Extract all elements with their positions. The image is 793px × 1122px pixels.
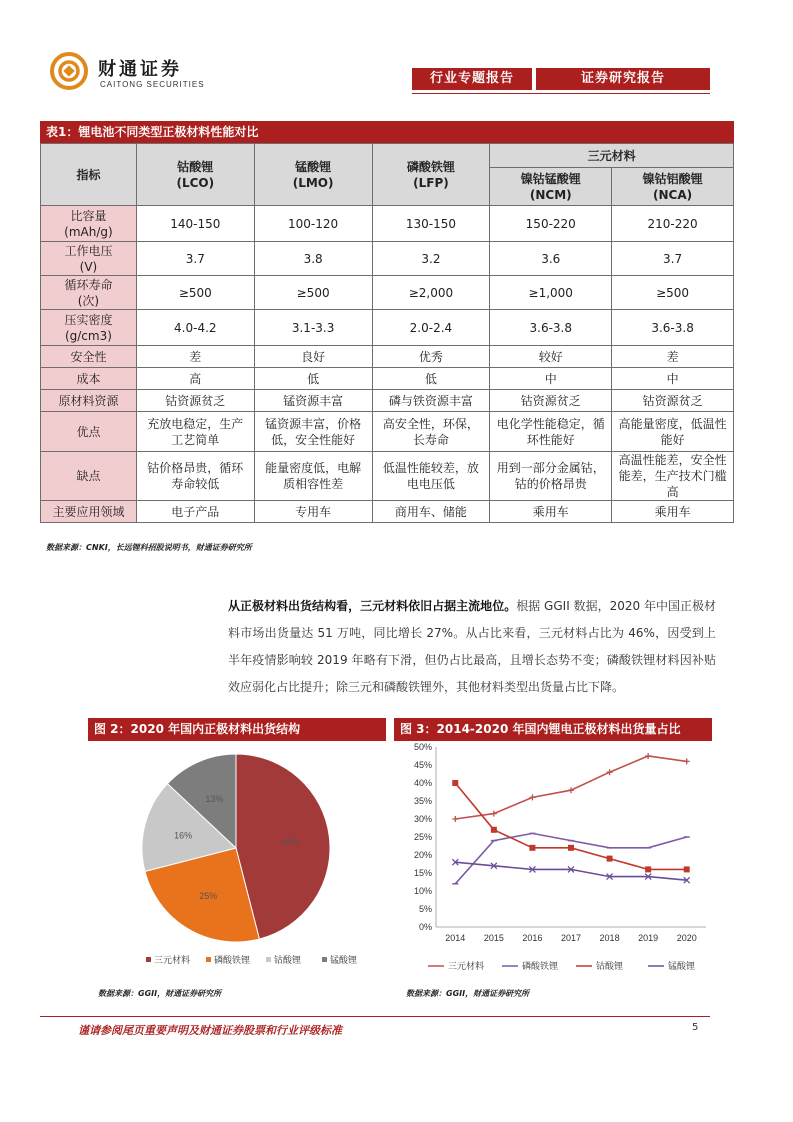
table-cell: 良好 (254, 346, 372, 368)
table-cell: 较好 (490, 346, 612, 368)
table-cell: 钴资源贫乏 (612, 390, 734, 412)
figure3-title: 图 3：2014-2020 年国内锂电正极材料出货量占比 (394, 718, 712, 741)
data-point (568, 845, 574, 851)
table-row (41, 242, 734, 276)
table-cell: 高温性能差，安全性能差，生产技术门槛高 (612, 452, 734, 501)
table-cell: 钴资源贫乏 (490, 390, 612, 412)
figure2-title: 图 2：2020 年国内正极材料出货结构 (88, 718, 386, 741)
table-cell: 150-220 (490, 206, 612, 242)
table-cell: 3.8 (254, 242, 372, 276)
y-tick-label: 25% (413, 832, 432, 842)
table-cell: 低温性能较差，放电电压低 (372, 452, 490, 501)
y-tick-label: 20% (413, 850, 432, 860)
figure2-source: 数据来源：GGII，财通证券研究所 (98, 989, 222, 998)
row-label: 原材料资源 (41, 390, 137, 412)
legend-swatch (266, 957, 271, 962)
x-tick-label: 2020 (676, 933, 697, 943)
table-row (41, 390, 734, 412)
table-cell: ≥500 (136, 276, 254, 310)
x-tick-label: 2017 (560, 933, 582, 943)
table-row (41, 412, 734, 452)
y-tick-label: 10% (413, 886, 432, 896)
page-header (0, 0, 793, 100)
series-line (455, 783, 686, 869)
brand-name-en: CAITONG SECURITIES (100, 80, 205, 89)
table-cell: 差 (612, 346, 734, 368)
legend-label: 三元材料 (448, 961, 485, 971)
y-tick-label: 5% (418, 904, 432, 914)
table-cell: ≥1,000 (490, 276, 612, 310)
x-tick-label: 2019 (638, 933, 659, 943)
caitong-logo-icon (50, 52, 88, 90)
table-cell: 140-150 (136, 206, 254, 242)
table-title: 表1：锂电池不同类型正极材料性能对比 (40, 121, 734, 143)
data-point (452, 816, 458, 822)
y-tick-label: 0% (418, 922, 432, 932)
table-row (41, 346, 734, 368)
table-cell: 3.6-3.8 (612, 310, 734, 346)
header-lco: 钴酸锂 (LCO) (136, 144, 254, 206)
table-row (41, 501, 734, 523)
data-point (645, 753, 651, 759)
table-cell: 差 (136, 346, 254, 368)
body-paragraph (228, 593, 716, 701)
paragraph-lead: 从正极材料出货结构看，三元材料依旧占据主流地位。 (228, 599, 517, 613)
table-cell: 锰资源丰富，价格低，安全性能好 (254, 412, 372, 452)
table-cell: 电化学性能稳定，循环性能好 (490, 412, 612, 452)
legend-label: 三元材料 (154, 955, 191, 965)
slice-label: 13% (205, 793, 224, 804)
series-line (455, 862, 686, 880)
table-cell: 用到一部分金属钴，钴的价格昂贵 (490, 452, 612, 501)
table-cell: 钴价格昂贵，循环寿命较低 (136, 452, 254, 501)
table-row (41, 310, 734, 346)
data-point (684, 866, 690, 872)
row-label: 比容量 (mAh/g) (41, 206, 137, 242)
table-row (41, 276, 734, 310)
table-cell: 2.0-2.4 (372, 310, 490, 346)
table-cell: 钴资源贫乏 (136, 390, 254, 412)
data-point (607, 856, 613, 862)
header-ncm: 镍钴锰酸锂 (NCM) (490, 168, 612, 206)
legend-label: 磷酸铁锂 (522, 961, 559, 971)
table-cell: 优秀 (372, 346, 490, 368)
table-cell: 3.6-3.8 (490, 310, 612, 346)
data-point (645, 866, 651, 872)
table-cell: 中 (490, 368, 612, 390)
cathode-performance-table (40, 143, 734, 523)
legend-label: 磷酸铁锂 (214, 955, 251, 965)
y-tick-label: 40% (413, 778, 432, 788)
table-cell: 3.2 (372, 242, 490, 276)
row-label: 缺点 (41, 452, 137, 501)
table-cell: 锰资源丰富 (254, 390, 372, 412)
pie-chart (88, 741, 386, 981)
slice-label: 16% (174, 830, 193, 841)
legend-swatch (322, 957, 327, 962)
y-tick-label: 50% (413, 742, 432, 752)
footer-divider (40, 1016, 710, 1017)
table-cell: 商用车、储能 (372, 501, 490, 523)
line-chart (394, 741, 714, 981)
table-cell: 3.6 (490, 242, 612, 276)
legend-label: 锰酸锂 (330, 955, 358, 965)
header-indicator: 指标 (41, 144, 137, 206)
header-lfp: 磷酸铁锂 (LFP) (372, 144, 490, 206)
header-lmo: 锰酸锂 (LMO) (254, 144, 372, 206)
table-cell: 专用车 (254, 501, 372, 523)
table-cell: 3.7 (136, 242, 254, 276)
data-point (529, 845, 535, 851)
y-tick-label: 45% (413, 760, 432, 770)
figure3-source: 数据来源：GGII，财通证券研究所 (406, 989, 530, 998)
x-tick-label: 2016 (522, 933, 543, 943)
table-cell: ≥500 (254, 276, 372, 310)
x-tick-label: 2015 (483, 933, 504, 943)
table-cell: 充放电稳定，生产工艺简单 (136, 412, 254, 452)
brand-name: 财通证券 (98, 59, 182, 80)
y-tick-label: 15% (413, 868, 432, 878)
legend-label: 钴酸锂 (596, 961, 624, 971)
row-label: 安全性 (41, 346, 137, 368)
table-cell: 低 (372, 368, 490, 390)
row-label: 成本 (41, 368, 137, 390)
legend-label: 钴酸锂 (274, 955, 302, 965)
table-cell: 3.7 (612, 242, 734, 276)
legend-swatch (146, 957, 151, 962)
table-cell: 4.0-4.2 (136, 310, 254, 346)
table-cell: ≥2,000 (372, 276, 490, 310)
slice-label: 25% (199, 890, 218, 901)
report-type-label: 行业专题报告 (412, 68, 532, 90)
table-cell: 中 (612, 368, 734, 390)
table-cell: ≥500 (612, 276, 734, 310)
row-label: 优点 (41, 412, 137, 452)
footer-disclaimer: 谨请参阅尾页重要声明及财通证券股票和行业评级标准 (78, 1024, 342, 1037)
report-category-label: 证券研究报告 (536, 68, 710, 90)
paragraph-body: 根据 GGII 数据，2020 年中国正极材料市场出货量达 51 万吨，同比增长 27%。从占比来看，三元材料占比为 46%，因受到上半年疫情影响较 2019 年略有下滑，但仍占比最高，且增长态势不变；磷酸铁锂材料因补贴效应弱化占比提升；除三元和磷酸铁锂外，其他材料类型出货量占比下降。 (228, 599, 716, 694)
table-cell: 130-150 (372, 206, 490, 242)
row-label: 工作电压 (V) (41, 242, 137, 276)
table-cell: 100-120 (254, 206, 372, 242)
slice-label: 46% (281, 837, 300, 848)
table-row (41, 452, 734, 501)
row-label: 主要应用领域 (41, 501, 137, 523)
data-point (529, 794, 535, 800)
table-row (41, 206, 734, 242)
legend-swatch (206, 957, 211, 962)
x-tick-label: 2014 (445, 933, 466, 943)
table-cell: 磷与铁资源丰富 (372, 390, 490, 412)
row-label: 压实密度 (g/cm3) (41, 310, 137, 346)
table-cell: 3.1-3.3 (254, 310, 372, 346)
table-cell: 低 (254, 368, 372, 390)
table-row (41, 368, 734, 390)
table-cell: 乘用车 (612, 501, 734, 523)
data-point (452, 780, 458, 786)
header-nca: 镍钴铝酸锂 (NCA) (612, 168, 734, 206)
x-tick-label: 2018 (599, 933, 620, 943)
data-point (491, 827, 497, 833)
table-cell: 乘用车 (490, 501, 612, 523)
table-cell: 高能量密度，低温性能好 (612, 412, 734, 452)
data-point (684, 758, 690, 764)
row-label: 循环寿命 (次) (41, 276, 137, 310)
header-divider (412, 93, 710, 94)
table-cell: 电子产品 (136, 501, 254, 523)
data-point (491, 811, 497, 817)
data-point (607, 769, 613, 775)
y-tick-label: 30% (413, 814, 432, 824)
header-ternary: 三元材料 (490, 144, 734, 168)
table-cell: 高安全性，环保，长寿命 (372, 412, 490, 452)
legend-label: 锰酸锂 (668, 961, 696, 971)
data-point (568, 787, 574, 793)
table-source: 数据来源：CNKI，长远锂科招股说明书，财通证券研究所 (46, 543, 252, 552)
page-number: 5 (692, 1022, 699, 1033)
table-cell: 高 (136, 368, 254, 390)
table-cell: 210-220 (612, 206, 734, 242)
y-tick-label: 35% (413, 796, 432, 806)
table-cell: 能量密度低，电解质相容性差 (254, 452, 372, 501)
